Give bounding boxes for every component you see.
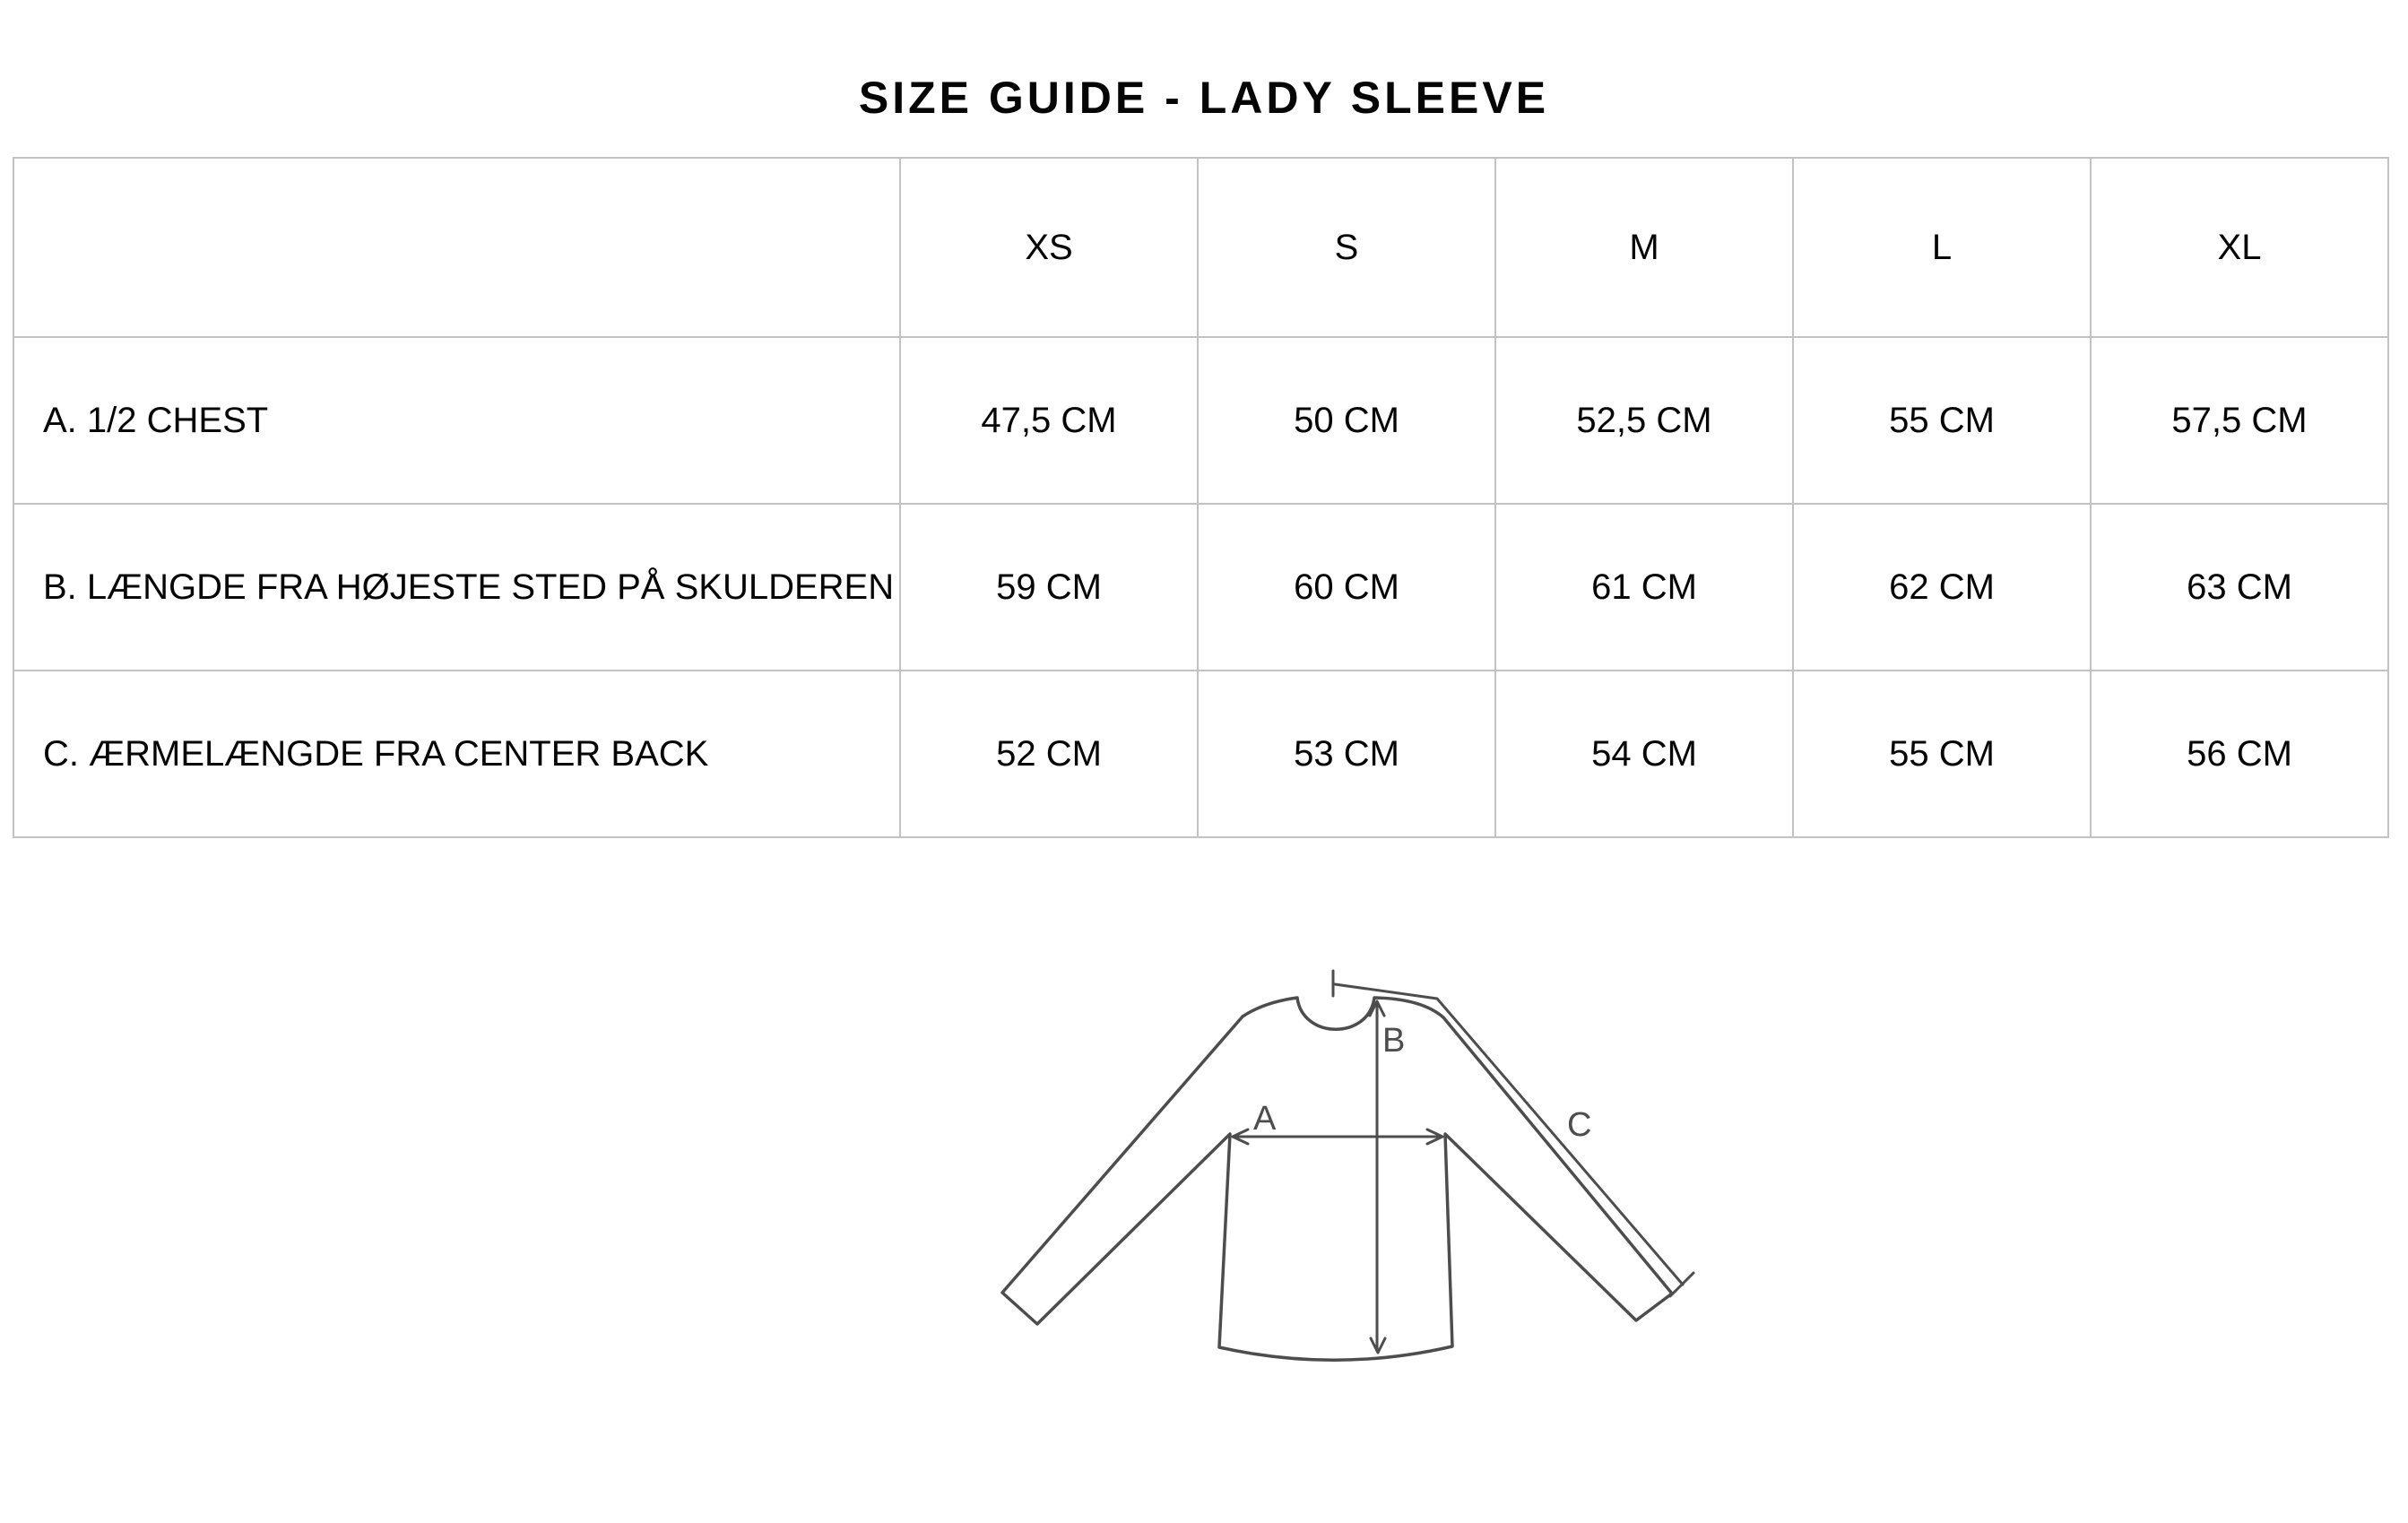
sweater-outline-shape [1002, 998, 1672, 1360]
chest-value-xl: 57,5 CM [2091, 337, 2388, 504]
sleeve-value-s: 53 CM [1198, 671, 1495, 837]
page-title: SIZE GUIDE - LADY SLEEVE [858, 73, 1550, 123]
header-size-xl: XL [2091, 158, 2388, 337]
table-row-length [13, 504, 2388, 671]
sleeve-value-l: 55 CM [1793, 671, 2091, 837]
header-size-s: S [1198, 158, 1495, 337]
measure-a-label: A [1253, 1100, 1277, 1138]
length-value-l: 62 CM [1793, 504, 2091, 671]
measure-b-label: B [1382, 1022, 1406, 1060]
chest-value-xs: 47,5 CM [900, 337, 1198, 504]
chest-value-m: 52,5 CM [1495, 337, 1793, 504]
length-value-xs: 59 CM [900, 504, 1198, 671]
table-row-sleeve [13, 671, 2388, 837]
length-value-m: 61 CM [1495, 504, 1793, 671]
row-label-length: B. LÆNGDE FRA HØJESTE STED PÅ SKULDEREN [13, 504, 900, 671]
header-size-xs: XS [900, 158, 1198, 337]
row-label-sleeve: C. ÆRMELÆNGDE FRA CENTER BACK [13, 671, 900, 837]
length-value-s: 60 CM [1198, 504, 1495, 671]
header-size-m: M [1495, 158, 1793, 337]
size-guide-table [13, 157, 2389, 838]
header-corner-cell [13, 158, 900, 337]
row-label-chest: A. 1/2 CHEST [13, 337, 900, 504]
table-row-chest [13, 337, 2388, 504]
header-size-l: L [1793, 158, 2091, 337]
sleeve-value-xs: 52 CM [900, 671, 1198, 837]
measure-c-label: C [1567, 1106, 1592, 1144]
chest-value-l: 55 CM [1793, 337, 2091, 504]
table-header-row [13, 158, 2388, 337]
garment-diagram [968, 946, 1730, 1385]
sleeve-value-m: 54 CM [1495, 671, 1793, 837]
chest-value-s: 50 CM [1198, 337, 1495, 504]
length-value-xl: 63 CM [2091, 504, 2388, 671]
sleeve-value-xl: 56 CM [2091, 671, 2388, 837]
measure-c-end-tick [1670, 1273, 1693, 1296]
